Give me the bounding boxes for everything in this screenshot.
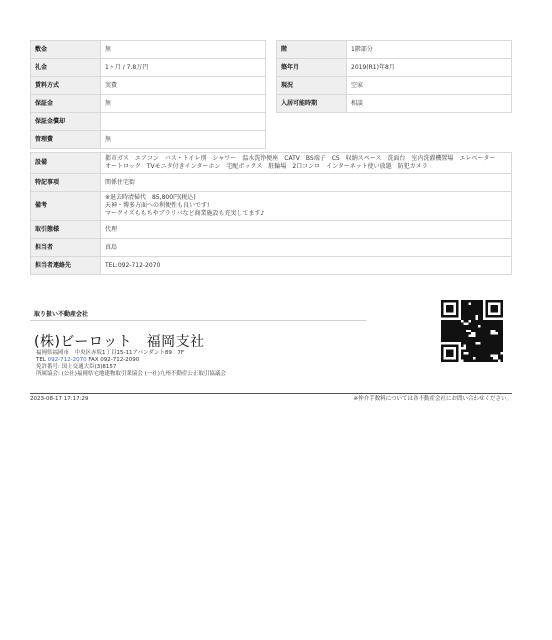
row-value: 真島 — [101, 239, 512, 257]
row-label: 備考 — [31, 192, 101, 221]
left-info-table — [30, 40, 266, 149]
row-value: 1ヶ月 / 7.8万円 — [101, 59, 266, 77]
row-label: 保証金 — [31, 95, 101, 113]
row-value: 代理 — [101, 221, 512, 239]
table-row — [31, 131, 266, 149]
association: 所属協会: (公社)福岡県宅地建物取引業協会 (一社)九州不動産公正取引協議会 — [36, 371, 226, 377]
table-row — [31, 77, 266, 95]
row-value: 無 — [101, 41, 266, 59]
table-row — [31, 153, 512, 174]
row-value: 実費 — [101, 77, 266, 95]
row-label: 礼金 — [31, 59, 101, 77]
footer-timestamp: 2023-08-17 17:17:29 — [30, 396, 89, 402]
row-label: 特記事項 — [31, 174, 101, 192]
row-label: 階 — [277, 41, 347, 59]
row-label: 担当者 — [31, 239, 101, 257]
table-row — [31, 41, 266, 59]
phone-link[interactable]: 092-712-2070 — [47, 357, 87, 363]
row-label: 敷金 — [31, 41, 101, 59]
company-name: (株)ビーロット 福岡支社 — [34, 334, 205, 350]
row-value: 相談 — [347, 95, 512, 113]
license-number: 免許番号: 国土交通大臣(3)8157 — [36, 364, 117, 370]
footer-divider — [30, 393, 512, 394]
row-label: 保証金償却 — [31, 113, 101, 131]
table-row — [277, 41, 512, 59]
table-row — [31, 59, 266, 77]
table-row — [31, 257, 512, 275]
row-label: 取引態様 — [31, 221, 101, 239]
fax-number: FAX 092-712-2090 — [86, 357, 140, 363]
row-value: 空家 — [347, 77, 512, 95]
table-row — [31, 221, 512, 239]
detail-table — [30, 152, 512, 275]
table-row — [277, 77, 512, 95]
table-row — [277, 59, 512, 77]
row-value — [101, 113, 266, 131]
table-row — [277, 95, 512, 113]
qr-code-icon — [441, 300, 503, 362]
row-label: 現況 — [277, 77, 347, 95]
table-row — [31, 239, 512, 257]
row-label: 築年月 — [277, 59, 347, 77]
row-label: 管理費 — [31, 131, 101, 149]
right-info-table — [276, 40, 512, 113]
table-row — [31, 174, 512, 192]
row-value: ※退去時清掃代 85,800円(税込) 天神・博多方面への利便性も良いです! マークイズももちやブラリバなど商業施設も充実してます♪ — [101, 192, 512, 221]
row-value: 都市ガス エアコン バス・トイレ別 シャワー 温水洗浄便座 CATV BS端子 CS 収納スペース 洗面台 室内洗濯機置場 エレベーター オートロック TVモニタ付きインターホン 宅配ボックス 駐輪場 2口コンロ インターネット使い放題 防犯カメラ — [101, 153, 512, 174]
footer-note: ※仲介手数料については各不動産会社にお問い合わせください。 — [353, 396, 512, 402]
row-label: 担当者連絡先 — [31, 257, 101, 275]
company-phone — [36, 357, 139, 364]
row-value: 2019(R1)年8月 — [347, 59, 512, 77]
table-row — [31, 192, 512, 221]
row-value: 無 — [101, 95, 266, 113]
row-label: 入居可能時期 — [277, 95, 347, 113]
row-value: TEL:092-712-2070 — [101, 257, 512, 275]
row-value: 関係住宅街 — [101, 174, 512, 192]
row-value: 無 — [101, 131, 266, 149]
row-label: 賃料方式 — [31, 77, 101, 95]
agency-title-rule — [30, 320, 366, 321]
table-row — [31, 95, 266, 113]
phone-prefix: TEL — [36, 357, 48, 363]
row-value: 1階部分 — [347, 41, 512, 59]
company-address: 福岡県福岡市 中央区赤坂1丁目15-11アバンダント89 7F — [36, 350, 185, 356]
agency-section-title: 取り扱い不動産会社 — [34, 311, 89, 318]
table-row — [31, 113, 266, 131]
row-label: 設備 — [31, 153, 101, 174]
